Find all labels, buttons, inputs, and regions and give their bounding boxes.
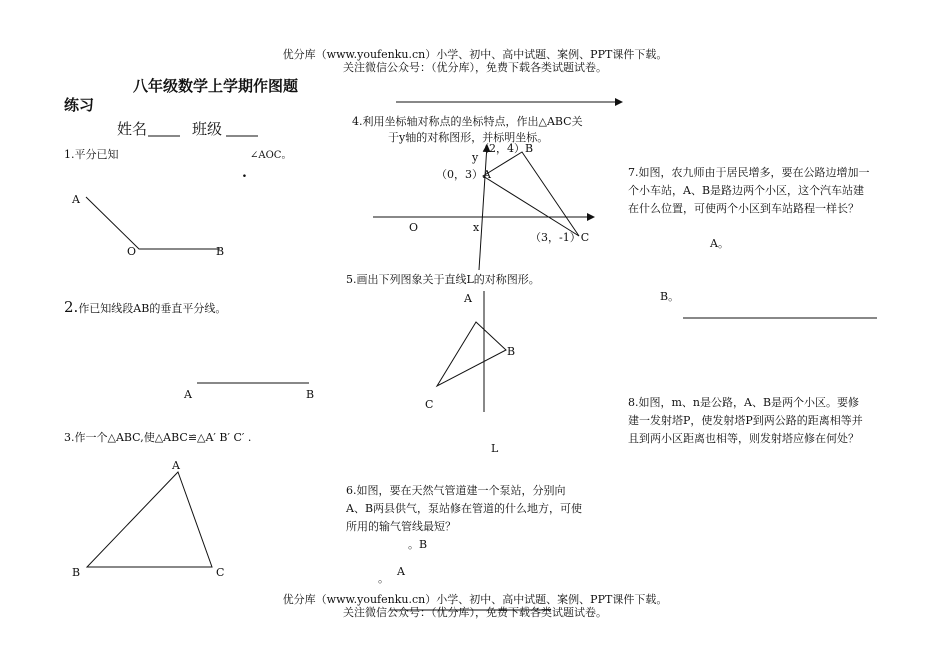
q4-origin: O <box>409 221 419 234</box>
q4-point-a: （0，3）A <box>436 168 491 181</box>
q1-dot: . <box>242 165 247 181</box>
page-title-cont: 练习 <box>64 96 95 114</box>
q6-line3: 所用的输气管线最短？ <box>346 520 456 533</box>
page-title: 八年级数学上学期作图题 <box>133 77 299 95</box>
q4-point-c: （3，-1）C <box>530 231 590 244</box>
q5-label-a: A <box>464 292 472 305</box>
q5-label-c: C <box>425 398 434 411</box>
q4-axis-y: y <box>472 151 479 164</box>
watermark-top-line2: 关注微信公众号：（优分库），免费下载各类试题试卷。 <box>343 61 607 74</box>
q4-point-b: （2，4）B <box>478 142 534 155</box>
watermark-bottom-line2: 关注微信公众号：（优分库），免费下载各类试题试卷。 <box>343 606 607 619</box>
q2-number: 2. <box>64 298 79 316</box>
q7-line2: 个小车站，A、B是路边两个小区，这个汽车站建 <box>628 184 865 197</box>
q1-text: 1.平分已知 <box>64 148 119 161</box>
q3-triangle-abc <box>87 472 212 567</box>
q7-label-b: B。 <box>660 290 680 303</box>
q4-line1: 4.利用坐标轴对称点的坐标特点，作出△ABC关 <box>352 115 583 128</box>
q4-axis-x: x <box>473 221 480 234</box>
q3-label-c: C <box>216 566 225 579</box>
q2-body: 作已知线段AB的垂直平分线。 <box>78 302 227 315</box>
q1-angle-figure <box>86 197 220 249</box>
q7-line1: 7.如图，农九师由于居民增多，要在公路边增加一 <box>628 166 870 179</box>
watermark-bottom-line1: 优分库（www.youfenku.cn）小学、初中、高中试题、案例、PPT课件下载。 <box>282 593 668 606</box>
q1-label-a: A <box>72 193 80 206</box>
q4-triangle-abc <box>483 152 579 236</box>
q3-label-a: A <box>172 459 180 472</box>
q4-y-axis <box>479 145 487 270</box>
q5-text: 5.画出下列图象关于直线L的对称图形。 <box>346 273 540 286</box>
q1-label-b: B <box>216 245 225 258</box>
q7-label-a: A。 <box>710 237 729 250</box>
q8-line1: 8.如图，m、n是公路，A、B是两个小区。要修 <box>628 396 860 409</box>
q8-line2: 建一发射塔P，使发射塔P到两公路的距离相等并 <box>628 414 863 427</box>
q7-line3: 在什么位置，可使两个小区到车站路程一样长？ <box>628 202 859 215</box>
class-label: 班级 <box>192 120 223 138</box>
watermark-top-line1: 优分库（www.youfenku.cn）小学、初中、高中试题、案例、PPT课件下载。 <box>282 48 668 61</box>
q6-label-a: A <box>397 565 405 578</box>
q1-angle: ∠AOC。 <box>250 150 292 161</box>
q3-text: 3.作一个△ABC,使△ABC≌△A′ B′ C′ . <box>64 431 252 444</box>
q5-label-b: B <box>507 345 516 358</box>
q6-label-b: 。B <box>408 538 428 551</box>
q2-label-b: B <box>306 388 315 401</box>
name-label: 姓名 <box>117 120 148 138</box>
q5-label-l: L <box>491 442 499 455</box>
q4-line2: 于y轴的对称图形，并标明坐标。 <box>388 131 549 144</box>
q6-line1: 6.如图，要在天然气管道建一个泵站，分别向 <box>346 484 566 497</box>
q5-triangle-abc <box>437 322 506 386</box>
q2-label-a: A <box>184 388 192 401</box>
q6-dot-a: 。 <box>378 572 389 585</box>
q3-label-b: B <box>72 566 81 579</box>
q6-line2: A、B两县供气，泵站修在管道的什么地方，可使 <box>346 502 583 515</box>
q1-label-o: O <box>127 245 137 258</box>
q8-line3: 且到两小区距离也相等，则发射塔应修在何处？ <box>628 432 859 445</box>
